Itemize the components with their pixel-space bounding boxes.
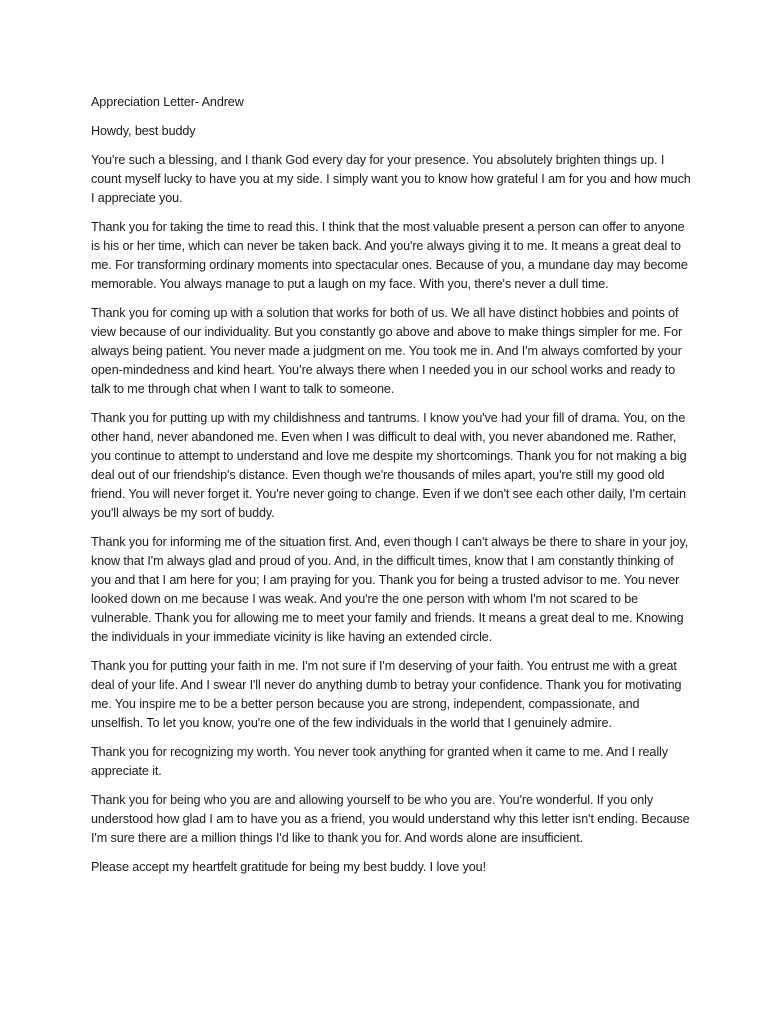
- letter-greeting: Howdy, best buddy: [91, 124, 196, 138]
- paragraph-7: Thank you for recognizing my worth. You never took anything for granted when it came to me. And I really appreciate it.: [91, 745, 668, 778]
- closing-line: Please accept my heartfelt gratitude for being my best buddy. I love you!: [91, 860, 486, 874]
- paragraph-1: You're such a blessing, and I thank God every day for your presence. You absolutely brighten things up. I count myself lucky to have you at my side. I simply want you to know how grateful I am for you and how much I appreciate you.: [91, 153, 691, 205]
- paragraph-6: Thank you for putting your faith in me. I'm not sure if I'm deserving of your faith. You entrust me with a great deal of your life. And I swear I'll never do anything dumb to betray your confidence. Thank you for motivating me. You inspire me to be a better person because you are strong, independent, compassionate, and unselfish. To let you know, you're one of the few individuals in the world that I genuinely admire.: [91, 659, 682, 730]
- paragraph-5: Thank you for informing me of the situation first. And, even though I can't always be there to share in your joy, know that I'm always glad and proud of you. And, in the difficult times, know that I am constantly thinking of you and that I am here for you; I am praying for you. Thank you for being a trusted advisor to me. You never looked down on me because I was weak. And you're the one person with whom I'm not scared to be vulnerable. Thank you for allowing me to meet your family and friends. It means a great deal to me. Knowing the individuals in your immediate vicinity is like having an extended circle.: [91, 535, 689, 644]
- letter-body: [91, 93, 691, 887]
- paragraph-8: Thank you for being who you are and allowing yourself to be who you are. You're wonderful. If you only understood how glad I am to have you as a friend, you would understand why this letter isn't ending. Because I'm sure there are a million things I'd like to thank you for. And words alone are insufficient.: [91, 793, 690, 845]
- paragraph-2: Thank you for taking the time to read this. I think that the most valuable present a person can offer to anyone is his or her time, which can never be taken back. And you're always giving it to me. It means a great deal to me. For transforming ordinary moments into spectacular ones. Because of you, a mundane day may become memorable. You always manage to put a laugh on my face. With you, there's never a dull time.: [91, 220, 688, 291]
- paragraph-3: Thank you for coming up with a solution that works for both of us. We all have distinct hobbies and points of view because of our individuality. But you constantly go above and above to make things simpler for me. For always being patient. You never made a judgment on me. You took me in. And I'm always comforted by your open-mindedness and kind heart. You’re always there when I needed you in our school works and ready to talk to me through chat when I want to talk to someone.: [91, 306, 683, 396]
- letter-title: Appreciation Letter- Andrew: [91, 95, 244, 109]
- paragraph-4: Thank you for putting up with my childishness and tantrums. I know you've had your fill of drama. You, on the other hand, never abandoned me. Even when I was difficult to deal with, you never abandoned me. Rather, you continue to attempt to understand and love me despite my shortcomings. Thank you for not making a big deal out of our friendship's distance. Even though we're thousands of miles apart, you're still my good old friend. You will never forget it. You're never going to change. Even if we don't see each other daily, I'm certain you'll always be my sort of buddy.: [91, 411, 687, 520]
